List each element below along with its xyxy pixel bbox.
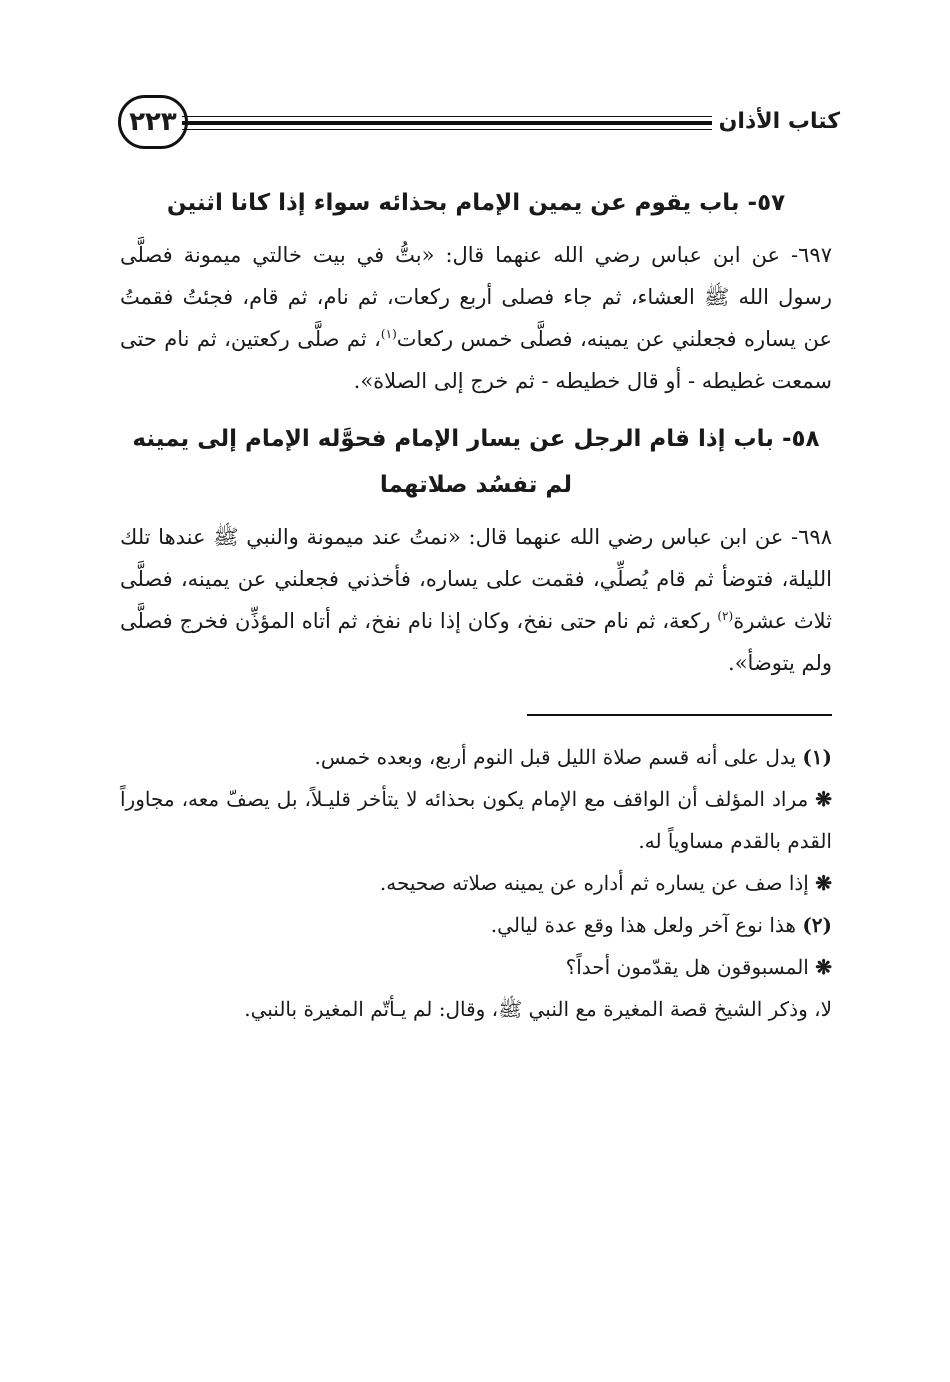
hadith-698-text: ٦٩٨- عن ابن عباس رضي الله عنهما قال: «نمتُ عند ميمونة والنبي ﷺ عندها تلك الليلة، فتوضأ ثم قام يُصلِّي، فقمت على يساره، فأخذني فجعلني عن يمينه، فصلَّى ثلاث عشرة (120, 525, 832, 633)
footnote-marker: (١) (802, 745, 832, 769)
footnote-comment (120, 862, 832, 904)
hadith-697-text: ٦٩٧- عن ابن عباس رضي الله عنهما قال: «بتُّ في بيت خالتي ميمونة فصلَّى رسول الله ﷺ العشاء، ثم جاء فصلى أربع ركعات، ثم نام، ثم قام، فجئتُ فقمتُ عن يساره فجعلني عن يمينه، فصلَّى خمس ركعات (120, 243, 832, 351)
section-heading-58: ٥٨- باب إذا قام الرجل عن يسار الإمام فحوَّله الإمام إلى يمينه لم تفسُد صلاتهما (132, 426, 820, 498)
footnote-text: يدل على أنه قسم صلاة الليل قبل النوم أربع، وبعده خمس. (314, 745, 796, 769)
footnote-ref-1: (١) (380, 327, 397, 341)
footnote-comment (120, 946, 832, 988)
main-text (120, 180, 832, 1030)
footnote-2 (120, 904, 832, 946)
book-title: كتاب الأذان (718, 109, 840, 134)
footnote-separator (527, 714, 832, 716)
footnote-ref-2: (٢) (717, 609, 734, 623)
footnotes (120, 736, 832, 1030)
hadith-698-text-cont: ركعة، ثم نام حتى نفخ، وكان إذا نام نفخ، ثم أتاه المؤذِّن فخرج فصلَّى ولم يتوضأ». (120, 609, 832, 675)
hadith-698 (120, 516, 832, 684)
footnote-marker: (٢) (802, 913, 832, 937)
running-header (118, 95, 840, 157)
asterism-icon: ❋ (815, 787, 833, 811)
header-rule (182, 116, 712, 130)
section-heading-57: ٥٧- باب يقوم عن يمين الإمام بحذائه سواء إذا كانا اثنين (166, 190, 786, 216)
page-number: ٢٢٣ (118, 95, 188, 149)
footnote-text: هذا نوع آخر ولعل هذا وقع عدة ليالي. (490, 913, 796, 937)
hadith-697-text-cont: ، ثم صلَّى ركعتين، ثم نام حتى سمعت غطيطه - أو قال خطيطه - ثم خرج إلى الصلاة». (120, 327, 832, 393)
hadith-697 (120, 234, 832, 402)
footnote-text: مراد المؤلف أن الواقف مع الإمام يكون بحذائه لا يتأخر قليـلاً، بل يصفّ معه، مجاوراً القدم بالقدم مساوياً له. (120, 787, 832, 853)
footnote-comment (120, 778, 832, 862)
footnote-text: لا، وذكر الشيخ قصة المغيرة مع النبي ﷺ، وقال: لم يـأتّم المغيرة بالنبي. (244, 997, 832, 1021)
asterism-icon: ❋ (815, 871, 832, 895)
footnote-text: المسبوقون هل يقدّمون أحداً؟ (565, 955, 809, 979)
footnote-text: إذا صف عن يساره ثم أداره عن يمينه صلاته صحيحه. (379, 871, 809, 895)
asterism-icon: ❋ (815, 955, 832, 979)
footnote-1 (120, 736, 832, 778)
footnote-answer (120, 988, 832, 1030)
